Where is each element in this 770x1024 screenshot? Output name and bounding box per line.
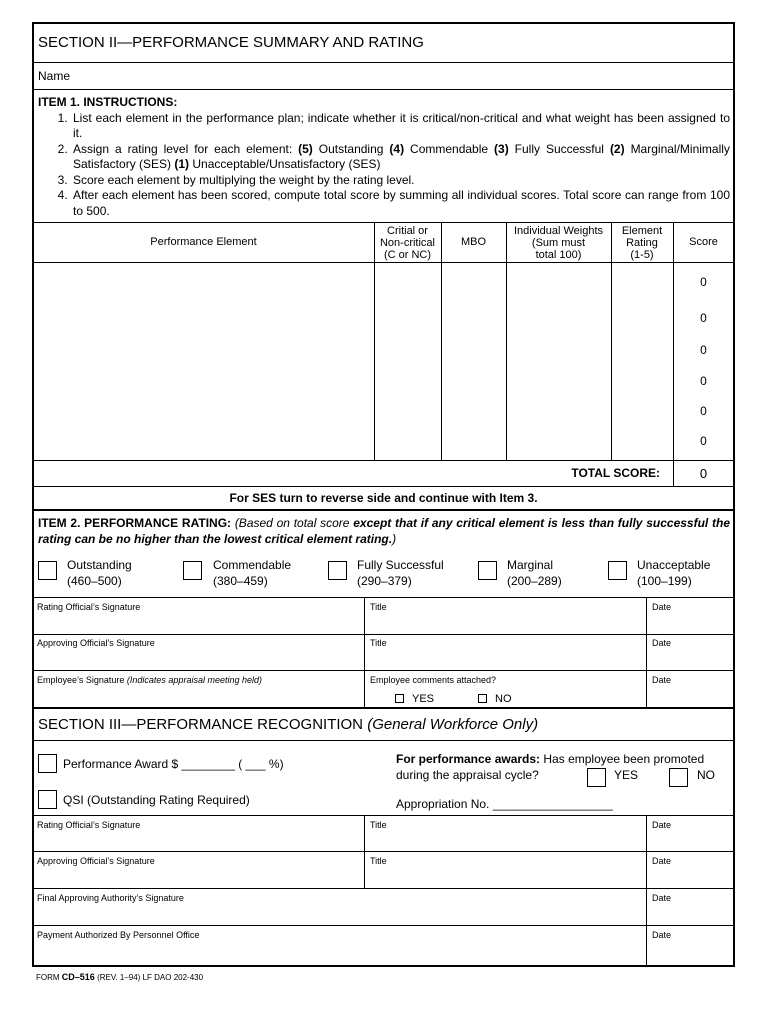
rating-official-signature-field[interactable] [35,612,360,632]
payment-authorized-label: Payment Authorized By Personnel Office [37,930,200,940]
rating-outstanding: Outstanding (460–500) [67,558,132,588]
qsi-label: QSI (Outstanding Rating Required) [63,793,250,807]
unacceptable-checkbox[interactable] [608,561,627,580]
total-score-value: 0 [699,466,708,481]
approving-official-date-field-2[interactable] [649,866,732,886]
employee-date-field[interactable] [649,686,732,705]
performance-award-label: Performance Award $ ________ ( ___ %) [63,757,284,771]
approving-official-title-label-2: Title [370,856,387,866]
employee-date-label: Date [652,675,672,685]
approving-official-date-label-2: Date [652,856,672,866]
rating-official-title-field-2[interactable] [367,830,643,849]
header-rating: Element Rating (1-5) [621,225,663,261]
promoted-no-checkbox[interactable] [669,768,688,787]
score-value: 0 [700,374,707,388]
rating-official-title-label: Title [370,602,387,612]
approving-official-signature-field-2[interactable] [35,866,360,886]
final-authority-signature-label: Final Approving Authority’s Signature [37,893,184,903]
instructions-list [38,111,730,220]
final-authority-signature-field[interactable] [35,903,643,923]
instructions [38,95,730,219]
weights-cell[interactable] [508,264,610,459]
commendable-checkbox[interactable] [183,561,202,580]
rating-official-date-label-2: Date [652,820,672,830]
outstanding-checkbox[interactable] [38,561,57,580]
approving-official-title-field-2[interactable] [367,866,643,886]
instruction-1: 1. List each element in the performance plan; indicate whether it is critical/non-critical and what weight has been assigned to it. [71,111,730,142]
score-value: 0 [700,343,707,357]
fully-successful-checkbox[interactable] [328,561,347,580]
promoted-yes-label: YES [614,768,639,782]
rating-official-date-field-2[interactable] [649,830,732,849]
payment-date-label: Date [652,930,672,940]
approving-official-date-field[interactable] [649,648,732,668]
score-value: 0 [700,311,707,325]
appropriation-label: Appropriation No. __________________ [396,797,613,811]
comments-no-option[interactable]: NO [478,693,512,705]
name-label: Name [38,69,71,83]
rating-official-title-label-2: Title [370,820,387,830]
comments-yes-option[interactable]: YES [395,693,434,705]
rating-official-signature-field-2[interactable] [35,830,360,849]
rating-official-date-field[interactable] [649,612,732,632]
total-score-label: TOTAL SCORE: [571,466,660,480]
approving-official-title-label: Title [370,638,387,648]
rating-official-signature-label: Rating Official’s Signature [37,602,141,612]
approving-official-signature-field[interactable] [35,648,360,668]
approving-official-signature-label-2: Approving Official’s Signature [37,856,155,866]
score-value: 0 [700,275,707,289]
yes-checkbox[interactable] [395,694,404,703]
promoted-no-label: NO [697,768,715,782]
instruction-3: 3. Score each element by multiplying the weight by the rating level. [71,173,730,189]
section2-title: SECTION II—PERFORMANCE SUMMARY AND RATING [38,34,424,51]
final-authority-date-field[interactable] [649,903,732,923]
promoted-yes-checkbox[interactable] [587,768,606,787]
instruction-4: 4. After each element has been scored, compute total score by summing all individual scores. Total score can range from 100 to 500. [71,188,730,219]
employee-signature-field[interactable] [35,686,360,705]
final-authority-date-label: Date [652,893,672,903]
header-performance-element: Performance Element [150,236,257,248]
rating-commendable: Commendable (380–459) [213,558,292,588]
performance-element-cell[interactable] [35,264,373,459]
form-number: FORM CD–516 (REV. 1–94) LF DAO 202-430 [36,972,204,982]
instruction-2: 2. Assign a rating level for each element: (5) Outstanding (4) Commendable (3) Fully Successful (2) Marginal/Minimally Satisfactory (SES) (1) Unacceptable/Unsatisfactory (SES) [71,142,730,173]
no-checkbox[interactable] [478,694,487,703]
mbo-cell[interactable] [443,264,505,459]
item1-heading: ITEM 1. INSTRUCTIONS: [38,95,178,109]
approving-official-title-field[interactable] [367,648,643,668]
rating-fully-successful: Fully Successful (290–379) [357,558,444,588]
rating-cell[interactable] [613,264,672,459]
critical-cell[interactable] [376,264,440,459]
approving-official-signature-label: Approving Official’s Signature [37,638,155,648]
name-field[interactable] [100,65,730,85]
header-weights: Individual Weights (Sum must total 100) [513,225,604,261]
header-score: Score [689,236,718,248]
score-value: 0 [700,434,707,448]
rating-marginal: Marginal (200–289) [507,558,562,588]
qsi-checkbox[interactable] [38,790,57,809]
payment-authorized-field[interactable] [35,940,643,964]
performance-award-checkbox[interactable] [38,754,57,773]
approving-official-date-label: Date [652,638,672,648]
payment-date-field[interactable] [649,940,732,964]
header-critical: Critial or Non-critical (C or NC) [379,225,435,261]
rating-official-title-field[interactable] [367,612,643,632]
employee-signature-label: Employee’s Signature (Indicates appraisal meeting held) [37,675,262,685]
promotion-question-cont: during the appraisal cycle? [396,768,539,782]
rating-official-signature-label-2: Rating Official’s Signature [37,820,141,830]
marginal-checkbox[interactable] [478,561,497,580]
employee-comments-label: Employee comments attached? [370,675,497,685]
rating-official-date-label: Date [652,602,672,612]
rating-unacceptable: Unacceptable (100–199) [637,558,711,588]
score-value: 0 [700,404,707,418]
ses-note: For SES turn to reverse side and continue with Item 3. [229,491,538,505]
promotion-question: For performance awards: Has employee been promoted [396,752,705,766]
header-mbo: MBO [460,236,487,248]
section3-title: SECTION III—PERFORMANCE RECOGNITION (General Workforce Only) [38,716,539,733]
item2-text: ITEM 2. PERFORMANCE RATING: (Based on total score except that if any critical element is less than fully successful the rating can be no higher than the lowest critical element rating.) [38,516,731,546]
